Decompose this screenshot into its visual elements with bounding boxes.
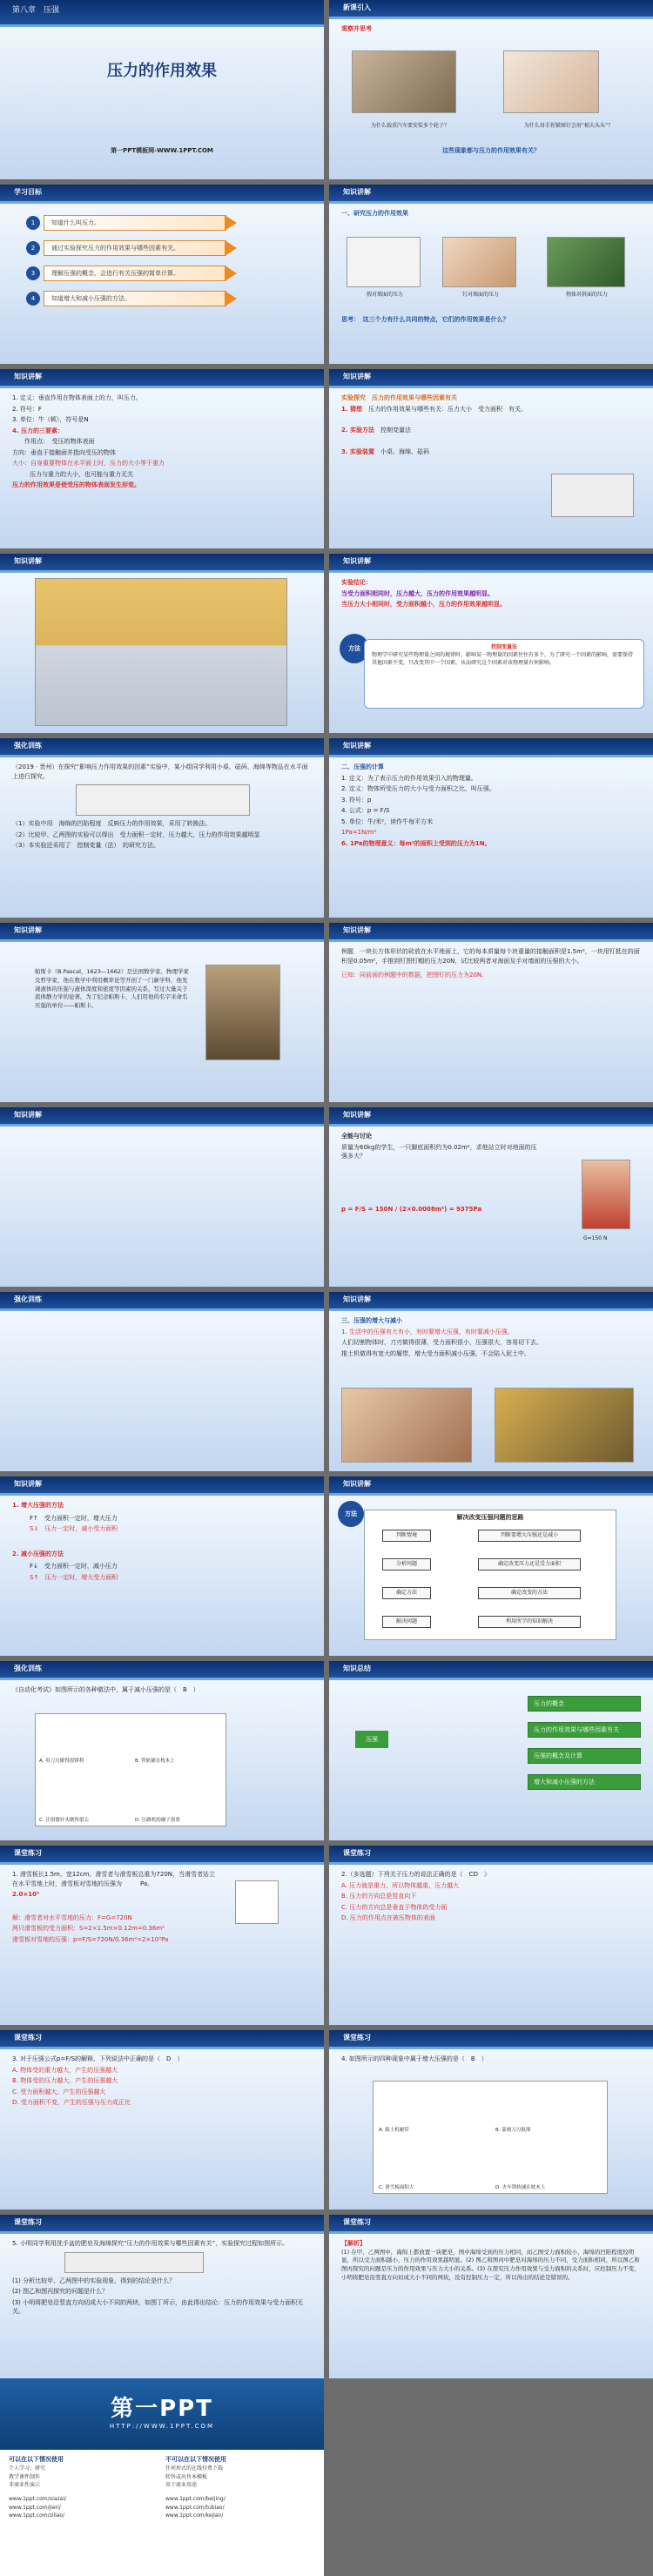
method-box: 控制变量法 物理学中研究某些物理量之间的规律时，影响某一物理量的因素往往有多个，为了研究一个因素的影响，需要保持其他因素不变，只改变其中一个因素，从而研究这个因素对该物理量有何影响。 <box>364 639 644 709</box>
link[interactable]: www.1ppt.com/tubiao/ <box>165 2504 225 2511</box>
pascal-portrait <box>205 965 280 1060</box>
slide-exercise-5: 课堂练习 5. 小明同学利用洗手盆的肥皂及海绵探究“压力的作用效果与哪些因素有关”，实验探究过程如图所示。 (1) 分析比较甲、乙两图中的实验现象，得到的结论是什么？ (2) 图乙和图丙探究的问题是什么？ (3) 小明将肥皂沿竖直方向切成大小不同的两块，如图丁所示，由此得出结论：压力的作用效果与受力面积无关。 <box>0 2215 324 2394</box>
brand-logo: 第一PPT HTTP://WWW.1PPT.COM <box>0 2378 324 2450</box>
slide-title: 知识讲解 <box>14 1480 42 1488</box>
slide-title: 知识讲解 <box>343 373 371 380</box>
slide-title: 知识讲解 <box>14 1111 42 1119</box>
slide-solution <box>0 1107 324 1287</box>
title-band <box>329 1107 653 1124</box>
pin-wall-image <box>442 237 516 287</box>
exp-figure <box>76 784 250 816</box>
box-wall-image <box>347 237 421 287</box>
slide-cover <box>0 0 324 179</box>
chapter-label: 第八章 压强 <box>12 6 60 15</box>
slide-title: 知识讲解 <box>343 188 371 196</box>
slide-title: 知识讲解 <box>343 1295 371 1303</box>
label-3: 物体对斜面的压力 <box>565 292 608 298</box>
title-band <box>0 1292 324 1308</box>
label-1: 假对墙面的压力 <box>366 292 403 298</box>
pascal-text: 帕斯卡（B.Pascal，1623—1662）是法国数学家、物理学家及哲学家，他在数学中利用概率论等开创了一门新学科，他发现液体的压强与液体深度和密度等因素的关系，写过大量关于流体静力学的论著。为了纪念帕斯卡，人们用他的名字来命名压强的单位——帕斯卡。 <box>35 968 189 1009</box>
arrow-icon <box>225 215 237 231</box>
title-band <box>0 554 324 570</box>
slide-analysis: 课堂练习 【解析】 (1) 在甲、乙两图中，海绵上都放置一块肥皂，图中海绵受到的压力相同，而乙图受力面积较小，海绵的凹陷程度较明显，所以受力面积越小，压力的作用效果越明显。(2) 图乙和图丙中肥皂对海绵的压力不同，受力面积相同，所以图乙和图丙探究的问题是压力的作用效果与压力大小的关系。(3) 在探究压力作用效果与受力面积的关系时，应控制压力不变，小明将肥皂沿竖直方向切成大小不同的两块，没有控制压力一定，所以得出的结论是错误的。 <box>329 2215 653 2394</box>
think-text: 思考： 这三个力有什么共同的特点，它们的作用效果是什么？ <box>341 316 509 323</box>
empty-area <box>329 2378 653 2576</box>
goal-item: 3 理解压强的概念，会进行有关压强的简单计算。 <box>26 265 313 282</box>
gravity-label: G=150 N <box>583 1235 608 1241</box>
slide-title: 知识讲解 <box>343 557 371 565</box>
goal-item: 4 知道增大和减小压强的方法。 <box>26 290 313 307</box>
title-band <box>0 738 324 755</box>
slide-exercise-4: 课堂练习 4. 如图所示的四种现象中属于增大压强的是（ B ） A. 载土机履带 B. 篆刻刀刃很薄 C. 滑雪板面积大 D. 火车铁轨铺在枕木上 <box>329 2030 653 2209</box>
title-band <box>0 923 324 939</box>
title-band <box>0 369 324 386</box>
arrow-icon <box>225 266 237 281</box>
slide-summary: 知识总结 压强 压力的概念 压力的作用效果与哪些因素有关 压强的概念及计算 增大和减小压强的方法 <box>329 1661 653 1840</box>
skier-image <box>235 1880 279 1924</box>
slide-title: 课堂练习 <box>343 1849 371 1857</box>
soap-figure <box>64 2252 204 2273</box>
slide-title: 学习目标 <box>14 188 42 196</box>
slide-training-2 <box>0 1292 324 1471</box>
method-badge: 方法 <box>340 634 369 663</box>
slide-experiment-photo <box>0 554 324 733</box>
slide-training-1: 强化训练 （2019 · 贵州）在探究“影响压力作用效果的因素”实验中，某小组同学利用小桌、砝码、海绵等物品在水平面上进行探究。 （1）实验中用 海绵的凹陷程度 反映压力的作用效果，采用了转换法。 （2）比较甲、乙两图的实验可以得出 受力面积一定时，压力越大，压力的作用效果越明显 （3）本实验还采用了 控制变量（法） 的研究方法。 <box>0 738 324 918</box>
truck-image <box>352 50 456 113</box>
title-band <box>329 0 653 17</box>
slide-title: 知识讲解 <box>343 1480 371 1488</box>
slide-exercise-3: 课堂练习 3. 对于压强公式p=F/S的解释，下列说法中正确的是（ D ） A. 物体受的重力越大，产生的压强越大 B. 物体受的压力越大，产生的压强越大 C. 受力面积越大，产生的压强越大 D. 受力面积不变，产生的压强与压力成正比 <box>0 2030 324 2209</box>
title-band <box>329 1846 653 1862</box>
link[interactable]: www.1ppt.com/jieri/ <box>9 2504 61 2511</box>
slide-title: 课堂练习 <box>14 1849 42 1857</box>
link[interactable]: www.1ppt.com/xiazai/ <box>9 2495 67 2502</box>
link[interactable]: www.1ppt.com/kejian/ <box>165 2512 224 2519</box>
slide-pressure-def: 知识讲解 1. 定义：垂直作用在物体表面上的力，叫压力。 2. 符号：F 3. 单位：牛（顿），符号是N 4. 压力的三要素： 作用点： 受压的物体表面 方向：垂直于接触面并指向受压的物体 大小：自身重要物体在水平面上时，压力的大小等于重力 压力与重力的大小，也可能与重力无关 压力的作用效果是使受压的物体表面发生形变。 <box>0 369 324 548</box>
slide-flowchart <box>329 1476 653 1656</box>
slide-pressure-calc: 知识讲解 二、压强的计算 1. 定义：为了表示压力的作用效果引入的物理量。 2. 定义：物体所受压力的大小与受力面积之比，叫压强。 3. 符号：p 4. 公式：p = F/S 5. 单位：牛/米²，读作牛每平方米 1Pa=1N/m² 6. 1Pa的物理意义：每m²的面积上受到的压力为1N。 <box>329 738 653 918</box>
title-band <box>329 554 653 570</box>
experiment-photo <box>35 578 287 726</box>
footer-panel: 第一PPT HTTP://WWW.1PPT.COM 可以在以下情况使用 个人学习、研究 教学课件制作 非商业性演示 www.1ppt.com/xiazai/ www.1ppt.com/jieri/ www.1ppt.com/ziliao/ 不可以在以下情况使用 任何形式的在线付费下载 转售或出售本模板 用于商业用途 www.1ppt.com/beijing/ www.1ppt.com/tubiao/ www.1ppt.com/kejian/ <box>0 2378 324 2576</box>
question-3: 这些现象都与压力的作用效果有关？ <box>442 147 540 154</box>
title-band <box>0 185 324 201</box>
title-band <box>0 2030 324 2047</box>
title-band <box>329 2030 653 2047</box>
slide-study-force <box>329 185 653 364</box>
title-band <box>329 1292 653 1308</box>
slide-title: 课堂练习 <box>343 2034 371 2041</box>
slope-image <box>547 237 625 287</box>
title-band <box>0 1107 324 1124</box>
knife-image <box>341 1388 472 1463</box>
title-band <box>0 1476 324 1493</box>
link[interactable]: www.1ppt.com/beijing/ <box>165 2495 226 2502</box>
label-2: 钉对墙面的压力 <box>461 292 499 298</box>
slide-title: 知识讲解 <box>14 926 42 934</box>
slide-training-3: 强化训练 《自动化考试》如图所示的各种做法中，属于减小压强的是（ B ） A. 用刀刃做得很锋利 B. 铁轨铺在枕木上 C. 注射器针头做得很尖 D. 压路机的碾子很重 <box>0 1661 324 1840</box>
slide-methods: 知识讲解 1. 增大压强的方法 F↑ 受力面积一定时，增大压力 S↓ 压力一定时，减小受力面积 2. 减小压强的方法 F↓ 受力面积一定时，减小压力 S↑ 压力一定时，增大受力面积 <box>0 1476 324 1656</box>
hand-pin-image <box>503 50 599 113</box>
slide-increase-decrease: 知识讲解 三、压强的增大与减小 1. 生活中的压强有大有小，有时要增大压强，有时要减小压强。 人们切割物体时，刀刃做得很薄，受力面积很小，压强很大，容易切下去。 推土机做得有宽大的履带，增大受力面积减小压强，不会陷入泥土中。 <box>329 1292 653 1471</box>
section-heading: 一、研究压力的作用效果 <box>341 210 408 217</box>
slide-title: 强化训练 <box>14 1295 42 1303</box>
student-image <box>582 1160 630 1229</box>
method-badge: 方法 <box>338 1501 364 1527</box>
slide-intro <box>329 0 653 179</box>
goal-item: 2 通过实验探究压力的作用效果与哪些因素有关。 <box>26 239 313 257</box>
flowchart: 解决改变压强问题的思路 判断情境 分析问题 确定方法 解决问题 判断要增大压强还是减小 确定改变压力还是受力面积 确定改变的方法 利用所学的知识解决 <box>364 1510 616 1640</box>
title-band <box>329 185 653 201</box>
summary-center: 压强 <box>355 1731 388 1748</box>
slide-title: 知识总结 <box>343 1665 371 1672</box>
slide-title: 知识讲解 <box>14 557 42 565</box>
slide-pascal <box>0 923 324 1102</box>
slide-title: 知识讲解 <box>343 742 371 750</box>
title-band <box>329 738 653 755</box>
slide-title: 课堂练习 <box>14 2034 42 2041</box>
title-band <box>329 1661 653 1678</box>
bulldozer-image <box>495 1388 634 1463</box>
slide-title: 知识讲解 <box>343 1111 371 1119</box>
slide-title: 课堂练习 <box>343 2218 371 2226</box>
slide-title: 强化训练 <box>14 1665 42 1672</box>
title-band <box>329 923 653 939</box>
link[interactable]: www.1ppt.com/ziliao/ <box>9 2512 65 2519</box>
question-2: 为什么用手捏紧图钉会用“相大头头”？ <box>523 123 614 129</box>
slide-title: 知识讲解 <box>343 926 371 934</box>
slide-title: 新课引入 <box>343 3 371 11</box>
title-band <box>329 1476 653 1493</box>
slide-title: 知识讲解 <box>14 373 42 380</box>
title-band <box>329 369 653 386</box>
slide-experiment: 知识讲解 实验探究 压力的作用效果与哪些因素有关 1. 猜想 压力的作用效果与哪些有关：压力大小 受力面积 有关。 2. 实验方法 控制变量法 3. 实验装置 小桌、海绵、砝码 <box>329 369 653 548</box>
slide-title: 强化训练 <box>14 742 42 750</box>
arrow-icon <box>225 240 237 256</box>
site-label: 第一PPT模板网-WWW.1PPT.COM <box>111 147 213 154</box>
question-1: 为什么载重汽车要安装多个轮子？ <box>370 123 449 129</box>
slide-exercise-1: 课堂练习 1. 滑雪板长1.5m，宽12cm。滑雪者与滑雪板总重为720N，当滑雪者站立在水平雪地上时，滑雪板对雪地的压强为 Pa。 2.0×10³ 解：滑雪者对水平雪地的压力：F=G=720N 两只滑雪板的受力面积：S=2×1.5m×0.12m=0.36m² 滑雪板对雪地的压强：p=F/S=720N/0.36m²=2×10³Pa <box>0 1846 324 2025</box>
exp-heading: 实验探究 压力的作用效果与哪些因素有关 <box>341 394 457 401</box>
slide-conclusion: 知识讲解 实验结论： 当受力面积相同时，压力越大，压力的作用效果越明显。 当压力大小相同时，受力面积越小，压力的作用效果越明显。 方法 控制变量法 物理学中研究某些物理量之间的规律时，影响某一物理量的因素往往有多个，为了研究一个因素的影响，需要保持其他因素不变，只改变其中一个因素，从而研究这个因素对该物理量有何影响。 <box>329 554 653 733</box>
title-band <box>0 1846 324 1862</box>
slide-example: 知识讲解 例题 一块长方体形状的砖放在水平地面上，它的每本质量每个块重量的接触面积是1.5m²，一块用钉抵在的面积是0.05m²，手推到钉图钉帽的压力20N，试比较两者对海面及手对墙面的压强的大小。 已知：同前面的例题中的数据，把图钉的压力为20N。 <box>329 923 653 1102</box>
thinking-label: 观察并思考 <box>341 25 372 32</box>
slide-title: 课堂练习 <box>14 2218 42 2226</box>
arrow-icon <box>225 291 237 306</box>
goal-item: 1 知道什么叫压力。 <box>26 214 313 232</box>
slide-goals <box>0 185 324 364</box>
title-band <box>0 2215 324 2231</box>
slide-discussion: 知识讲解 全能与讨论 质量为60kg的学生，一只脚底面积约为0.02m²，求他站立时对地面的压强多大？ p = F/S = 150N / (2×0.0008m²) = 9375Pa G=150 N <box>329 1107 653 1287</box>
title-band <box>0 1661 324 1678</box>
cover-title: 压力的作用效果 <box>107 62 217 80</box>
table-apparatus-image <box>551 474 634 517</box>
title-band <box>329 2215 653 2231</box>
slide-exercise-2: 课堂练习 2.（多选题）下列关于压力的说法正确的是（ CD ） A. 压力就是重力，所以物体越重，压力越大 B. 压力的方向总是竖直向下 C. 压力的方向总是垂直于物体的受力面 D. 压力的作用点在被压物体的表面 <box>329 1846 653 2025</box>
